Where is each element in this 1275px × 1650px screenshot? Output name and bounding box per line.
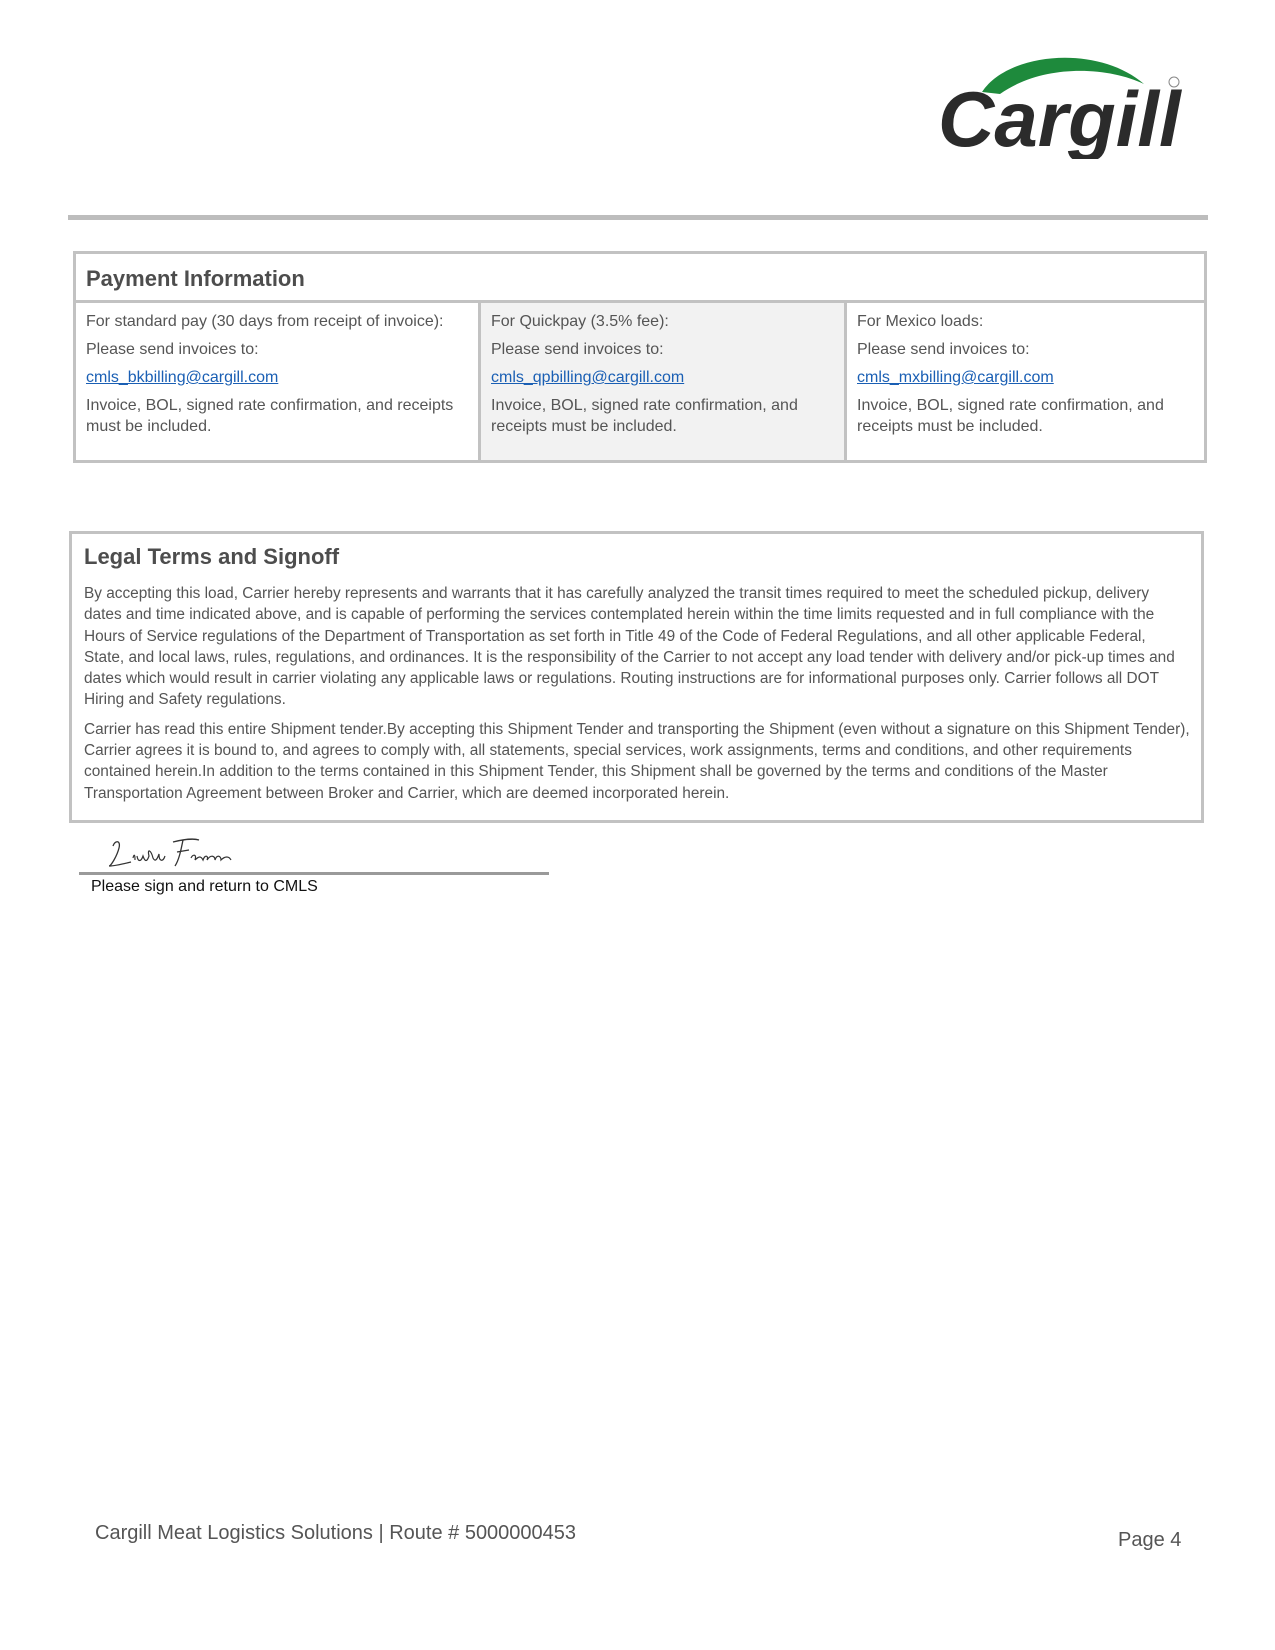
column-heading: For Mexico loads: bbox=[857, 313, 984, 330]
mexico-billing-email-link[interactable]: cmls_mxbilling@cargill.com bbox=[857, 369, 1054, 386]
legal-paragraph: Carrier has read this entire Shipment tender.By accepting this Shipment Tender and transporting the Shipment (even without a signature on this Shipment Tender), Carrier agrees it is bound to, and agrees to comply with, all statements, special services, work assignments, terms and conditions, and other requirements contained herein.In addition to the terms contained in this Shipment Tender, this Shipment shall be governed by the terms and conditions of the Master Transportation Agreement between Broker and Carrier, which are deemed incorporated herein. bbox=[84, 720, 1190, 802]
signature-block bbox=[79, 836, 549, 898]
header-divider bbox=[68, 215, 1208, 220]
legal-terms-title: Legal Terms and Signoff bbox=[84, 544, 340, 569]
column-heading: For Quickpay (3.5% fee): bbox=[491, 313, 669, 330]
payment-information-title: Payment Information bbox=[76, 254, 1204, 303]
column-note: Invoice, BOL, signed rate confirmation, and receipts must be included. bbox=[491, 397, 798, 435]
legal-terms-section bbox=[69, 531, 1204, 823]
cargill-logo-icon bbox=[938, 44, 1183, 159]
payment-information-section bbox=[73, 251, 1207, 463]
signature-caption: Please sign and return to CMLS bbox=[91, 878, 318, 895]
column-heading: For standard pay (30 days from receipt of invoice): bbox=[86, 313, 444, 330]
page-number: Page 4 bbox=[1118, 1529, 1182, 1551]
column-instruction: Please send invoices to: bbox=[86, 341, 259, 358]
column-instruction: Please send invoices to: bbox=[491, 341, 664, 358]
column-note: Invoice, BOL, signed rate confirmation, and receipts must be included. bbox=[857, 397, 1164, 435]
standard-pay-column bbox=[76, 303, 478, 460]
handwritten-signature bbox=[107, 836, 237, 872]
quickpay-billing-email-link[interactable]: cmls_qpbilling@cargill.com bbox=[491, 369, 685, 386]
standard-billing-email-link[interactable]: cmls_bkbilling@cargill.com bbox=[86, 369, 279, 386]
column-instruction: Please send invoices to: bbox=[857, 341, 1030, 358]
quickpay-column bbox=[478, 303, 844, 460]
column-note: Invoice, BOL, signed rate confirmation, and receipts must be included. bbox=[86, 397, 454, 435]
mexico-loads-column bbox=[844, 303, 1204, 460]
logo-wordmark: Cargill bbox=[938, 75, 1181, 159]
legal-paragraph: By accepting this load, Carrier hereby represents and warrants that it has carefully analyzed the transit times required to meet the scheduled pickup, delivery dates and time indicated above, and is capable of performing the services contemplated herein within the time limits requested and in full compliance with the Hours of Service regulations of the Department of Transportation as set forth in Title 49 of the Code of Federal Regulations, and all other applicable Federal, State, and local laws, rules, regulations, and ordinances. It is the responsibility of the Carrier to not accept any load tender with delivery and/or pick-up times and dates which would result in carrier violating any applicable laws or regulations. Routing instructions are for informational purposes only. Carrier follows all DOT Hiring and Safety regulations. bbox=[84, 585, 1175, 709]
footer-route-info: Cargill Meat Logistics Solutions | Route # 5000000453 bbox=[95, 1522, 577, 1544]
signature-line bbox=[79, 872, 549, 875]
